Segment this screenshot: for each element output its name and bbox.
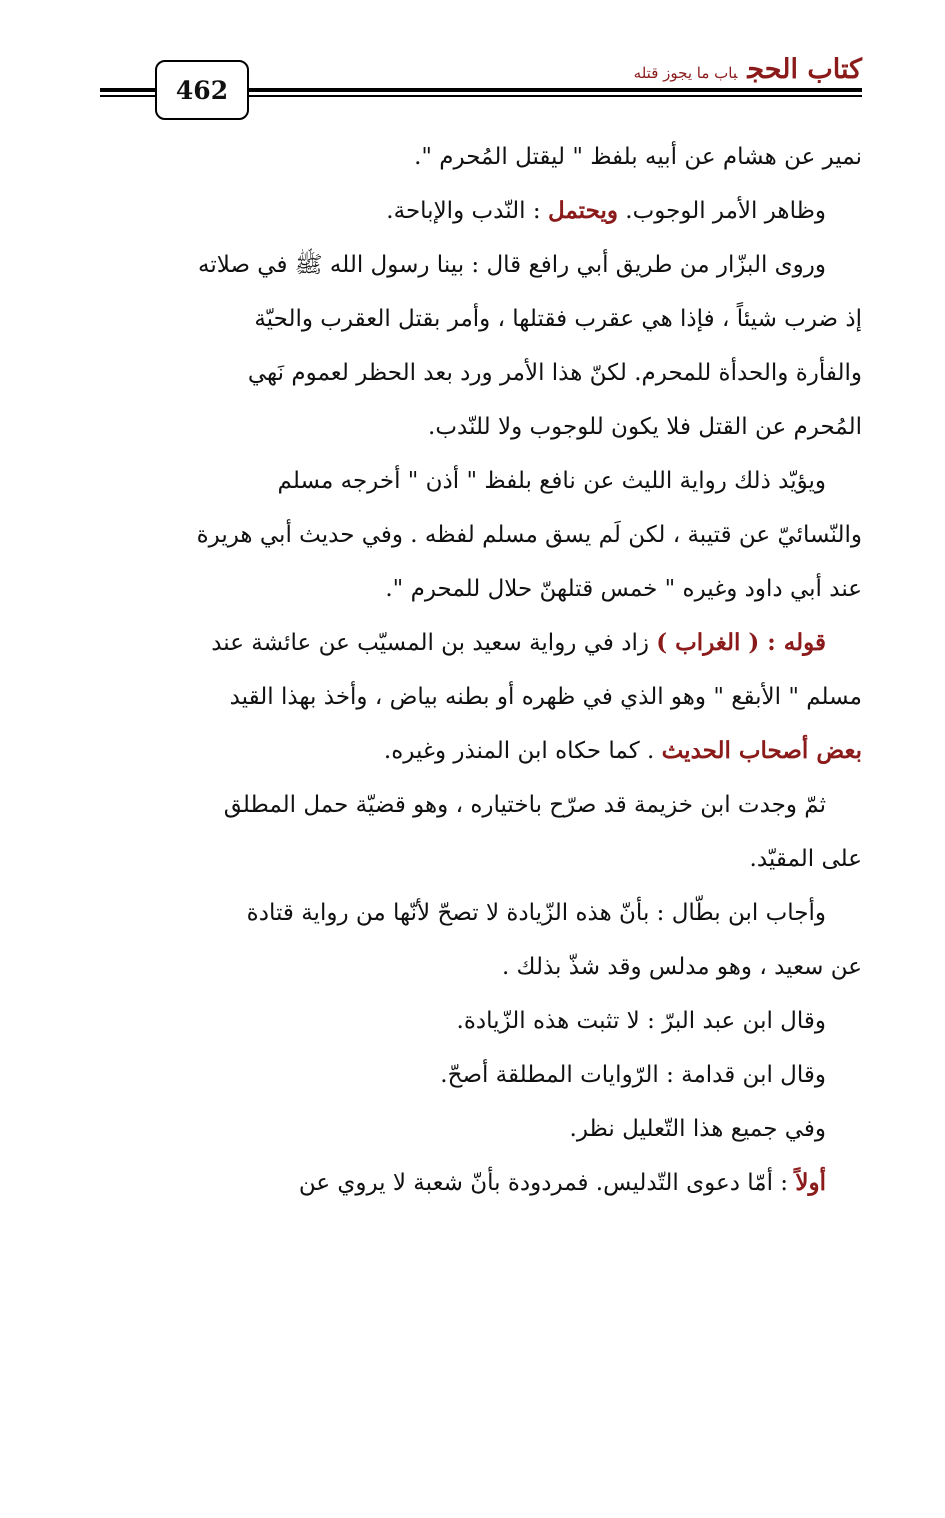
text-run: وفي جميع هذا التّعليل نظر.	[569, 1116, 826, 1142]
text-line	[104, 940, 862, 994]
text-run: ثمّ وجدت ابن خزيمة قد صرّح باختياره ، وهو قضيّة حمل المطلق	[223, 792, 826, 818]
text-line	[104, 562, 862, 616]
text-run: وظاهر الأمر الوجوب.	[617, 198, 826, 224]
text-run: . كما حكاه ابن المنذر وغيره.	[383, 738, 662, 764]
text-line	[104, 670, 862, 724]
highlighted-phrase: قوله : ( الغراب )	[656, 629, 826, 656]
text-line	[104, 778, 862, 832]
page-body	[104, 130, 862, 1210]
text-run: : أمّا دعوى التّدليس. فمردودة بأنّ شعبة لا يروي عن	[298, 1170, 796, 1196]
text-run: والفأرة والحدأة للمحرم. لكنّ هذا الأمر ورد بعد الحظر لعموم نَهي	[247, 360, 862, 386]
text-run: وقال ابن قدامة : الرّوايات المطلقة أصحّ.	[440, 1062, 826, 1088]
chapter-title: باب ما يجوز قتله	[633, 64, 738, 82]
text-run: وروى البزّار من طريق أبي رافع قال : بينا رسول الله ﷺ في صلاته	[198, 252, 826, 278]
text-run: على المقيّد.	[749, 846, 862, 872]
page-number: 462	[155, 60, 249, 120]
text-line	[104, 1156, 862, 1210]
text-line	[104, 994, 862, 1048]
highlighted-phrase: أولاً	[795, 1169, 826, 1196]
text-line	[104, 184, 862, 238]
text-line	[104, 832, 862, 886]
text-line	[104, 346, 862, 400]
text-line	[104, 724, 862, 778]
text-line	[104, 886, 862, 940]
text-run: نمير عن هشام عن أبيه بلفظ " ليقتل المُحرم ".	[414, 144, 862, 170]
text-run: : النّدب والإباحة.	[386, 198, 548, 224]
text-run: ويؤيّد ذلك رواية الليث عن نافع بلفظ " أذن " أخرجه مسلم	[277, 468, 826, 494]
text-line	[104, 238, 862, 292]
running-head	[634, 54, 862, 85]
text-line	[104, 508, 862, 562]
highlighted-phrase: بعض أصحاب الحديث	[661, 737, 862, 764]
text-run: مسلم " الأبقع " وهو الذي في ظهره أو بطنه بياض ، وأخذ بهذا القيد	[229, 684, 862, 710]
text-line	[104, 454, 862, 508]
text-run: والنّسائيّ عن قتيبة ، لكن لَم يسق مسلم لفظه . وفي حديث أبي هريرة	[196, 522, 862, 548]
text-line	[104, 130, 862, 184]
text-line	[104, 616, 862, 670]
text-run: إذ ضرب شيئاً ، فإذا هي عقرب فقتلها ، وأمر بقتل العقرب والحيّة	[254, 306, 862, 332]
text-run: وأجاب ابن بطّال : بأنّ هذه الزّيادة لا تصحّ لأنّها من رواية قتادة	[246, 900, 826, 926]
text-run: عند أبي داود وغيره " خمس قتلهنّ حلال للمحرم ".	[385, 576, 862, 602]
text-run: زاد في رواية سعيد بن المسيّب عن عائشة عند	[211, 630, 657, 656]
page-header	[100, 52, 862, 122]
text-run: وقال ابن عبد البرّ : لا تثبت هذه الزّيادة.	[456, 1008, 826, 1034]
highlighted-phrase: ويحتمل	[547, 197, 618, 224]
text-run: عن سعيد ، وهو مدلس وقد شذّ بذلك .	[501, 954, 862, 980]
text-line	[104, 1048, 862, 1102]
text-line	[104, 400, 862, 454]
text-run: المُحرم عن القتل فلا يكون للوجوب ولا للنّدب.	[428, 414, 862, 440]
text-line	[104, 292, 862, 346]
book-title: كتاب الحج	[747, 54, 862, 85]
text-line	[104, 1102, 862, 1156]
